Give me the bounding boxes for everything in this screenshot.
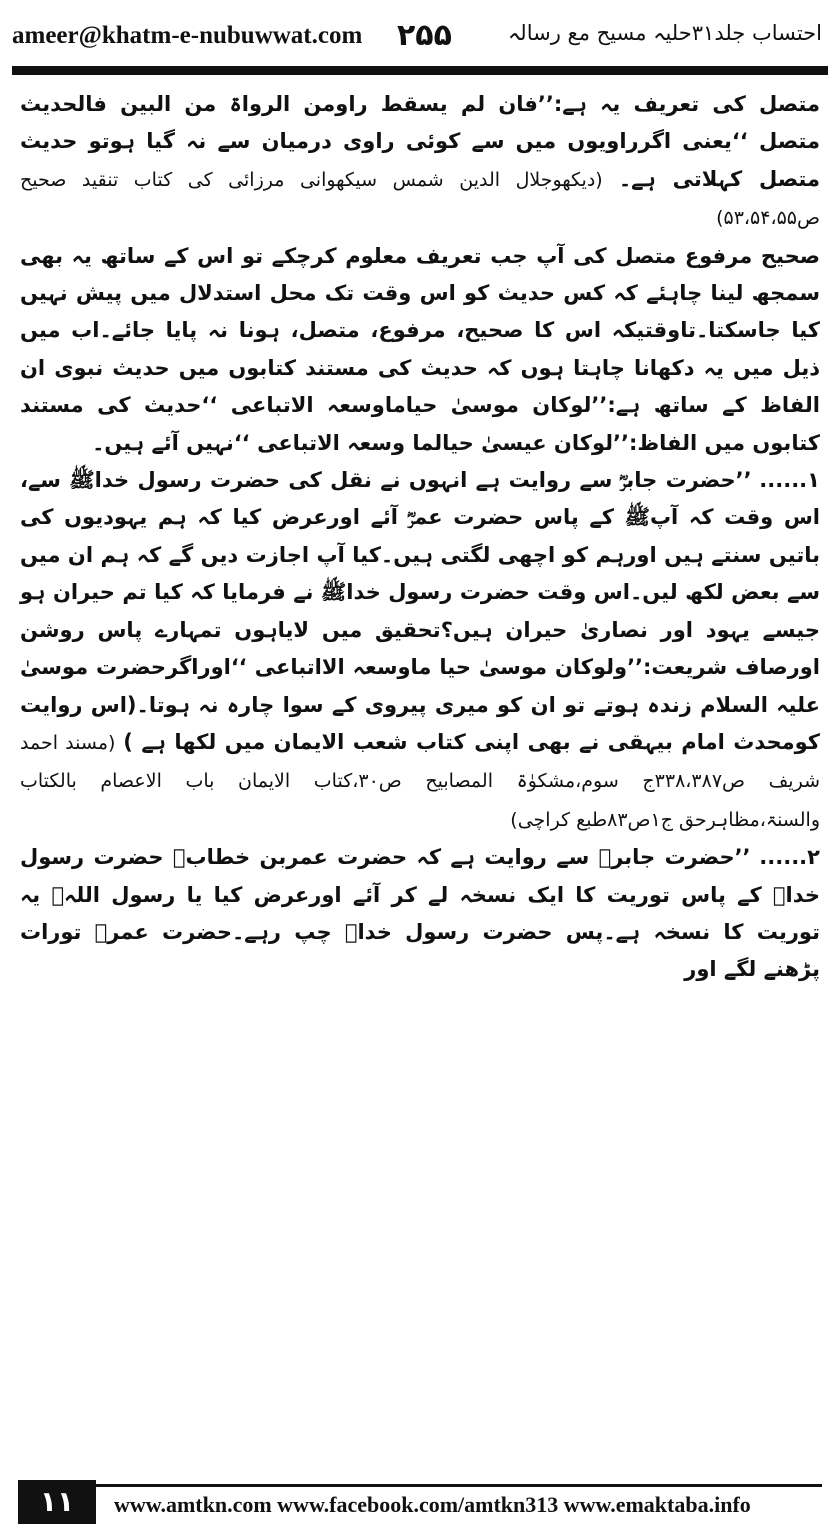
header-rule: [12, 66, 828, 75]
paragraph-intro: صحیح مرفوع متصل کی آپ جب تعریف معلوم کرچکے تو اس کے ساتھ یہ بھی سمجھ لینا چاہئے کہ کس حدیث کو اس وقت تک محل استدلال میں پیش نہیں کیا جاسکتا۔تاوقتیکہ اس کا صحیح، مرفوع، متصل، ہونا نہ پایا جائے۔اب میں ذیل میں یہ دکھانا چاہتا ہوں کہ حدیث کی مستند کتابوں میں حدیث نبوی ان الفاظ کے ساتھ ہے:’’لوکان موسیٰ حیاماوسعہ الاتباعی ‘‘حدیث کی مستند کتابوں میں الفاظ:’’لوکان عیسیٰ حیالما وسعہ الاتباعی ‘‘نہیں آئے ہیں۔: [20, 243, 820, 455]
hadith-number-1: ۱......: [759, 468, 820, 493]
footer-urls: www.amtkn.com www.facebook.com/amtkn313 www.emaktaba.info: [114, 1492, 751, 1517]
footer-rule: [18, 1484, 822, 1487]
reference-citation: (دیکھوجلال الدین شمس سیکھوانی مرزائی کی کتاب تنقید صحیح ص۵۳،۵۴،۵۵): [20, 168, 820, 230]
reference-citation-2: (مسند احمد شریف ص۳۳۸،۳۸۷ج سوم،مشکوٰۃ المصابیح ص۳۰،کتاب الایمان باب الاعصام بالکتاب والسنۃ،مظاہرحق ج۱ص۸۳طبع کراچی): [20, 731, 820, 831]
header-book-title: احتساب جلد۳۱حلیہ مسیح مع رسالہ: [508, 21, 822, 45]
header-page-number: ۲۵۵: [397, 18, 452, 53]
page-footer: [18, 1480, 822, 1526]
paragraph-definition: متصل کی تعریف یہ ہے:’’فان لم یسقط راومن الرواۃ من البین فالحدیث متصل ‘‘یعنی اگرراویوں میں سے کوئی راوی درمیان سے نہ گیا ہوتو حدیث متصل کہلاتی ہے۔ (دیکھوجلال الدین شمس سیکھوانی مرزائی کی کتاب تنقید صحیح ص۵۳،۵۴،۵۵): [20, 92, 820, 230]
header-email: ameer@khatm-e-nubuwwat.com: [12, 22, 363, 49]
paragraph-hadith-1: ۱...... ’’حضرت جابرؓ سے روایت ہے انہوں نے نقل کی حضرت رسول خداﷺ سے، اس وقت کہ آپﷺ کے پاس حضرت عمرؓ آئے اورعرض کیا کہ ہم یہودیوں کی باتیں سنتے ہیں اورہم کو اچھی لگتی ہیں۔کیا آپ اجازت دیں گے کہ ہم ان میں سے بعض لکھ لیں۔اس وقت حضرت رسول خداﷺ نے فرمایا کہ کیا تم حیران ہو جیسے یہود اور نصاریٰ حیران ہیں؟تحقیق میں لایاہوں تمہارے پاس روشن اورصاف شریعت:’’ولوکان موسیٰ حیا ماوسعہ الااتباعی ‘‘اوراگرحضرت موسیٰ علیہ السلام زندہ ہوتے تو ان کو میری پیروی کے سوا چارہ نہ ہوتا۔(اس روایت کومحدث امام بیہقی نے بھی اپنی کتاب شعب الایمان میں لکھا ہے ) (مسند احمد شریف ص۳۳۸،۳۸۷ج سوم،مشکوٰۃ المصابیح ص۳۰،کتاب الایمان باب الاعصام بالکتاب والسنۃ،مظاہرحق ج۱ص۸۳طبع کراچی): [20, 468, 820, 831]
hadith-number-2: ۲......: [759, 845, 820, 870]
page-body: [20, 86, 820, 1428]
paragraph-hadith-2: ۲...... ’’حضرت جابرؓ سے روایت ہے کہ حضرت عمربن خطابؓ حضرت رسول خداﷺ کے پاس توریت کا ایک نسخہ لے کر آئے اورعرض کیا یا رسول اللہﷺ یہ توریت کا نسخہ ہے۔پس حضرت رسول خداﷺ چپ رہے۔حضرت عمرؓ تورات پڑھنے لگے اور: [20, 845, 820, 982]
page-header: [12, 12, 828, 62]
footer-page-number: ۱۱: [18, 1480, 96, 1524]
